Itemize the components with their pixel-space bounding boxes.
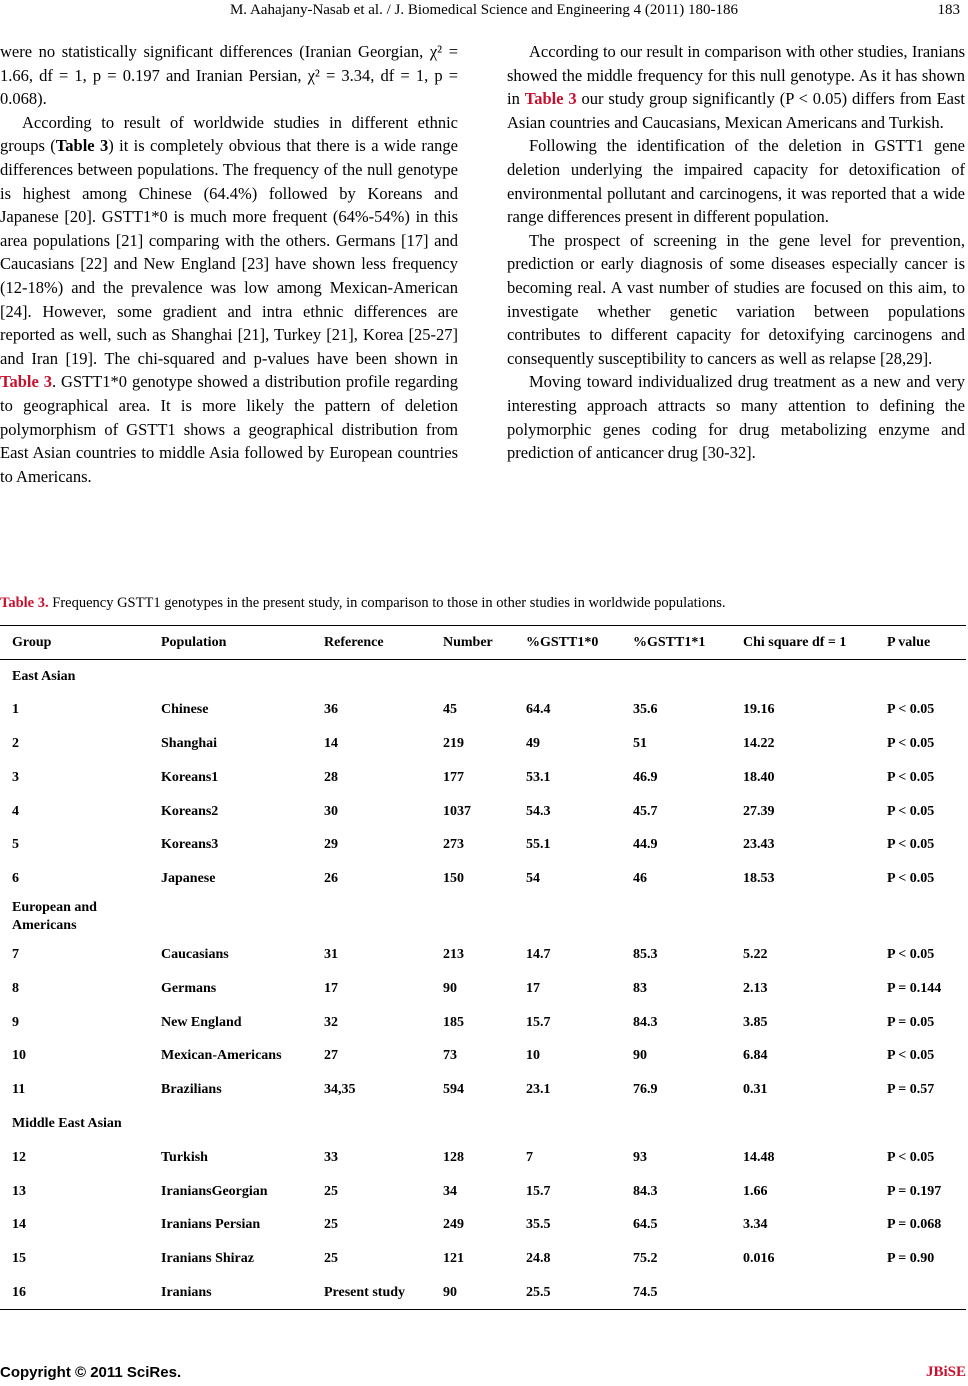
table-row — [0, 862, 966, 896]
running-header — [0, 0, 968, 24]
table-cell: 14.22 — [743, 735, 775, 751]
table-row — [0, 761, 966, 795]
table-cell: 25 — [324, 1251, 338, 1267]
table-row — [0, 727, 966, 761]
header-p-value: P value — [887, 634, 931, 650]
table-cell: Iranians Shiraz — [161, 1251, 254, 1267]
table-cell: 7 — [12, 946, 19, 962]
right-paragraph-4: Moving toward individualized drug treatment as a new and very interesting approach attracts so many attention to defining the polymorphic genes coding for drug metabolizing enzyme and prediction of anticancer drug [30-32]. — [507, 372, 965, 463]
left-column — [0, 40, 458, 488]
table-cell: P = 0.068 — [887, 1217, 942, 1233]
table-cell: 76.9 — [633, 1082, 658, 1098]
table-cell: 4 — [12, 803, 19, 819]
table-cell: 2 — [12, 735, 19, 751]
table-cell: 34,35 — [324, 1082, 356, 1098]
table-row — [0, 1242, 966, 1276]
table-cell: 10 — [526, 1048, 540, 1064]
table3-ref[interactable]: Table 3 — [524, 89, 577, 109]
table-cell: Koreans2 — [161, 803, 219, 819]
table-cell: 18.53 — [743, 871, 775, 887]
table-cell: 1037 — [443, 803, 471, 819]
table-cell: 177 — [443, 769, 464, 785]
table-cell: 28 — [324, 769, 338, 785]
copyright-notice: Copyright © 2011 SciRes. — [0, 1364, 182, 1381]
table-cell: 55.1 — [526, 837, 551, 853]
table-cell: 2.13 — [743, 980, 768, 996]
table-cell: Koreans3 — [161, 837, 219, 853]
table-row — [0, 1073, 966, 1107]
header-reference: Reference — [324, 634, 384, 650]
table-cell: 90 — [443, 1284, 457, 1300]
right-paragraph-1 — [507, 40, 965, 134]
header-chi-square: Chi square df = 1 — [743, 634, 847, 650]
table-cell: 90 — [633, 1048, 647, 1064]
table-cell: 54 — [526, 871, 540, 887]
table-cell: Present study — [324, 1284, 406, 1300]
header-group: Group — [12, 634, 52, 650]
table-cell: 0.31 — [743, 1082, 768, 1098]
table-cell: 5 — [12, 837, 19, 853]
table-cell: New England — [161, 1014, 242, 1030]
table-cell: Koreans1 — [161, 769, 219, 785]
table-cell: 84.3 — [633, 1014, 658, 1030]
table-cell: 1.66 — [743, 1183, 768, 1199]
table-caption — [0, 593, 968, 613]
table-cell: 249 — [443, 1217, 464, 1233]
table-cell: P < 0.05 — [887, 1048, 935, 1064]
table-cell: 17 — [324, 980, 338, 996]
table-cell: 54.3 — [526, 803, 551, 819]
table-cell: 14.48 — [743, 1149, 775, 1165]
table-cell: 3 — [12, 769, 19, 785]
table-row — [0, 1006, 966, 1040]
table-cell: 51 — [633, 735, 647, 751]
table-cell: 64.4 — [526, 702, 551, 718]
left-paragraph-1: were no statistically significant differences (Iranian Georgian, χ² = 1.66, df = 1, p = 0.197 and Iranian Persian, χ² = 3.34, df = 1, p = 0.068). — [0, 42, 458, 109]
table-header-row — [0, 626, 966, 660]
table-cell: P < 0.05 — [887, 702, 935, 718]
table3-ref[interactable]: Table 3 — [55, 136, 109, 156]
table-cell: Shanghai — [161, 735, 218, 751]
text-run: ) it is completely obvious that there is a wide range differences between populations. The frequency of the null genotype is highest among Chinese (64.4%) followed by Koreans and Japanese [20]. GSTT1*0 is much more frequent (64%-54%) in this area populations [21] comparing with the others. Germans [17] and Caucasians [22] and New England [23] have shown less frequency (12-18%) and the prevalence was low among Mexican-American [24]. However, some gradient and intra ethnic differences are reported as well, such as Shanghai [21], Turkey [21], Korea [25-27] and Iran [19]. The chi-squared and p-values have been shown in — [0, 136, 458, 368]
table-cell: 12 — [12, 1149, 26, 1165]
table-cell: 90 — [443, 980, 457, 996]
table-row — [0, 693, 966, 727]
table-cell: P = 0.57 — [887, 1082, 935, 1098]
text-run: According to our result in comparison with other studies, Iranians showed the middle frequency for this null genotype. As it has shown in — [507, 42, 965, 109]
table-cell: 45.7 — [633, 803, 658, 819]
header-gstt1-0: %GSTT1*0 — [526, 634, 599, 650]
table-cell: Caucasians — [161, 946, 229, 962]
table-cell: 29 — [324, 837, 338, 853]
text-run: According to result of worldwide studies in different ethnic groups ( — [0, 112, 458, 156]
table-cell: P = 0.05 — [887, 1014, 935, 1030]
right-paragraph-2: Following the identification of the deletion in GSTT1 gene deletion underlying the impaired capacity for detoxification of environmental pollutant and carcinogens, it was reported that a wide range differences present in different population. — [507, 136, 965, 227]
table-cell: 25.5 — [526, 1284, 551, 1300]
table-cell: 128 — [443, 1149, 464, 1165]
table-cell: 11 — [12, 1082, 26, 1098]
group-row — [0, 1107, 966, 1141]
table-cell: 15 — [12, 1251, 26, 1267]
table-cell: P = 0.90 — [887, 1251, 935, 1267]
table-cell: P < 0.05 — [887, 769, 935, 785]
group-row — [0, 896, 966, 938]
group-row — [0, 660, 966, 694]
table-cell: 3.34 — [743, 1217, 768, 1233]
table-cell: 3.85 — [743, 1014, 768, 1030]
table-cell: 30 — [324, 803, 338, 819]
table-cell: 121 — [443, 1251, 464, 1267]
table-cell: 14.7 — [526, 946, 551, 962]
table-cell: 1 — [12, 702, 19, 718]
table-cell: 273 — [443, 837, 464, 853]
table-cell: 25 — [324, 1217, 338, 1233]
left-paragraph-2 — [0, 111, 458, 489]
table-3 — [0, 625, 966, 1310]
group-label: East Asian — [12, 668, 76, 684]
table-cell: 27.39 — [743, 803, 775, 819]
table-cell: 26 — [324, 871, 338, 887]
group-label: European and Americans — [12, 900, 97, 934]
table-row — [0, 828, 966, 862]
table-cell: 14 — [12, 1217, 26, 1233]
table-cell: P < 0.05 — [887, 946, 935, 962]
table-cell: 53.1 — [526, 769, 551, 785]
text-run: . GSTT1*0 genotype showed a distribution profile regarding to geographical area. It is more likely the pattern of deletion polymorphism of GSTT1 shows a geographical distribution from East Asian countries to middle Asia followed by European countries to Americans. — [0, 372, 458, 486]
table-caption-label: Table 3. — [0, 595, 49, 611]
table-cell: 23.1 — [526, 1082, 551, 1098]
table-cell: P = 0.197 — [887, 1183, 942, 1199]
table-cell: P < 0.05 — [887, 803, 935, 819]
table-cell: P = 0.144 — [887, 980, 942, 996]
table-cell: 15.7 — [526, 1183, 551, 1199]
journal-abbrev: JBiSE — [925, 1364, 966, 1380]
table-cell: 46 — [633, 871, 647, 887]
table-cell: 31 — [324, 946, 338, 962]
table-cell: 35.6 — [633, 702, 658, 718]
table-cell: Turkish — [161, 1149, 208, 1165]
table-cell: 83 — [633, 980, 647, 996]
table-cell: P < 0.05 — [887, 1149, 935, 1165]
table-row — [0, 1276, 966, 1310]
table-cell: 85.3 — [633, 946, 658, 962]
table-cell: 13 — [12, 1183, 26, 1199]
table-cell: 185 — [443, 1014, 464, 1030]
table-row — [0, 1208, 966, 1242]
table-row — [0, 1141, 966, 1175]
table-cell: 6.84 — [743, 1048, 768, 1064]
table-row — [0, 938, 966, 972]
table-cell: 16 — [12, 1284, 26, 1300]
table-row — [0, 1175, 966, 1209]
table-cell: 93 — [633, 1149, 647, 1165]
table-cell: 46.9 — [633, 769, 658, 785]
table-cell: 44.9 — [633, 837, 658, 853]
header-population: Population — [161, 634, 227, 650]
table-cell: 49 — [526, 735, 540, 751]
table-caption-text: Frequency GSTT1 genotypes in the present study, in comparison to those in other studies in worldwide populations. — [48, 595, 726, 611]
table-cell: 0.016 — [743, 1251, 775, 1267]
text-run: our study group significantly (P < 0.05) differs from East Asian countries and Caucasians, Mexican Americans and Turkish. — [507, 89, 965, 132]
header-gstt1-1: %GSTT1*1 — [633, 634, 706, 650]
table-cell: 23.43 — [743, 837, 775, 853]
table-cell: 33 — [324, 1149, 338, 1165]
table-cell: 27 — [324, 1048, 338, 1064]
table-cell: 36 — [324, 702, 338, 718]
table-cell: Chinese — [161, 702, 209, 718]
table-cell: 7 — [526, 1149, 533, 1165]
table-cell: P < 0.05 — [887, 735, 935, 751]
group-label: Middle East Asian — [12, 1115, 122, 1131]
table-cell: 17 — [526, 980, 540, 996]
table-cell: Japanese — [161, 871, 216, 887]
table-cell: 10 — [12, 1048, 26, 1064]
table-cell: IraniansGeorgian — [161, 1183, 268, 1199]
table-cell: Iranians — [161, 1284, 212, 1300]
table-cell: 15.7 — [526, 1014, 551, 1030]
table-cell: 150 — [443, 871, 464, 887]
table-cell: 34 — [443, 1183, 457, 1199]
table-cell: Iranians Persian — [161, 1217, 261, 1233]
table-cell: 73 — [443, 1048, 457, 1064]
table-cell: Germans — [161, 980, 217, 996]
table-cell: 9 — [12, 1014, 19, 1030]
page-number: 183 — [937, 2, 960, 18]
table-cell: 32 — [324, 1014, 338, 1030]
table-cell: 219 — [443, 735, 464, 751]
table-cell: P < 0.05 — [887, 837, 935, 853]
table-cell: 8 — [12, 980, 19, 996]
table3-ref[interactable]: Table 3 — [0, 372, 52, 392]
table-cell: 84.3 — [633, 1183, 658, 1199]
table-cell: 5.22 — [743, 946, 768, 962]
table-cell: 25 — [324, 1183, 338, 1199]
table-cell: 74.5 — [633, 1284, 658, 1300]
running-title: M. Aahajany-Nasab et al. / J. Biomedical Science and Engineering 4 (2011) 180-186 — [229, 2, 739, 18]
table-cell: 64.5 — [633, 1217, 658, 1233]
table-cell: 19.16 — [743, 702, 775, 718]
table-cell: Mexican-Americans — [161, 1048, 282, 1064]
table-row — [0, 795, 966, 829]
table-cell: 594 — [443, 1082, 464, 1098]
table-cell: 18.40 — [743, 769, 775, 785]
table-cell — [875, 1276, 966, 1310]
right-paragraph-3: The prospect of screening in the gene level for prevention, prediction or early diagnosis of some diseases especially cancer is becoming real. A vast number of studies are focused on this aim, to investigate whether genetic variation between populations contributes to different capacity for detoxifying carcinogens and consequently susceptibility to cancers as well as relapse [28,29]. — [507, 230, 965, 368]
table-cell: 75.2 — [633, 1251, 658, 1267]
table-row — [0, 972, 966, 1006]
table-row — [0, 1039, 966, 1073]
table-cell: Brazilians — [161, 1082, 222, 1098]
table-cell: 24.8 — [526, 1251, 551, 1267]
header-number: Number — [443, 634, 493, 650]
table-cell: P < 0.05 — [887, 871, 935, 887]
table-cell: 35.5 — [526, 1217, 551, 1233]
table-cell: 14 — [324, 735, 338, 751]
right-column — [507, 40, 965, 465]
table-cell: 213 — [443, 946, 464, 962]
table-cell — [731, 1276, 875, 1310]
table-cell: 6 — [12, 871, 19, 887]
table-cell: 45 — [443, 702, 457, 718]
